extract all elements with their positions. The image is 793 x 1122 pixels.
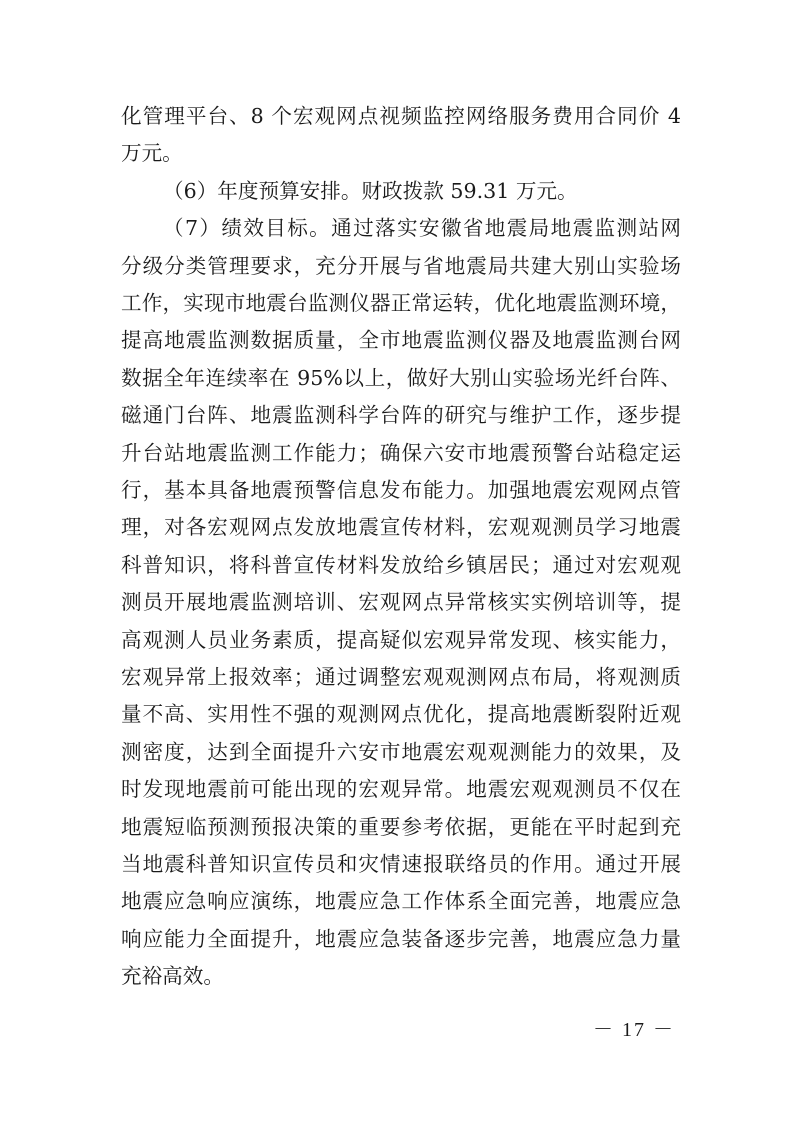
paragraph-line: 理，对各宏观网点发放地震宣传材料，宏观观测员学习地震 [121, 515, 681, 540]
paragraph-line: 科普知识，将科普宣传材料发放给乡镇居民；通过对宏观观 [121, 552, 681, 577]
paragraph-line: 高观测人员业务素质，提高疑似宏观异常发现、核实能力， [121, 627, 681, 652]
paragraph-line: （7）绩效目标。通过落实安徽省地震局地震监测站网 [163, 216, 681, 241]
paragraph-line: 提高地震监测数据质量，全市地震监测仪器及地震监测台网 [121, 328, 681, 353]
paragraph-line: 地震短临预测预报决策的重要参考依据，更能在平时起到充 [121, 814, 681, 839]
paragraph-line: 充裕高效。 [121, 964, 224, 989]
paragraph-line: 响应能力全面提升，地震应急装备逐步完善，地震应急力量 [121, 926, 681, 951]
paragraph-line: 化管理平台、8 个宏观网点视频监控网络服务费用合同价 4 [121, 104, 681, 128]
paragraph-line: 当地震科普知识宣传员和灾情速报联络员的作用。通过开展 [121, 852, 681, 876]
paragraph-line: （6）年度预算安排。财政拨款 59.31 万元。 [163, 178, 578, 203]
page-number: － 17 － [593, 1019, 675, 1041]
paragraph-line: 分级分类管理要求，充分开展与省地震局共建大别山实验场 [121, 253, 681, 278]
paragraph-line: 地震应急响应演练，地震应急工作体系全面完善，地震应急 [121, 889, 681, 914]
paragraph-line: 测员开展地震监测培训、宏观网点异常核实实例培训等，提 [121, 590, 681, 615]
paragraph-line: 工作，实现市地震台监测仪器正常运转，优化地震监测环境， [121, 291, 681, 315]
paragraph-line: 时发现地震前可能出现的宏观异常。地震宏观观测员不仅在 [121, 777, 681, 802]
paragraph-line: 磁通门台阵、地震监测科学台阵的研究与维护工作，逐步提 [121, 403, 681, 428]
paragraph-line: 量不高、实用性不强的观测网点优化，提高地震断裂附近观 [121, 702, 681, 727]
paragraph-line: 测密度，达到全面提升六安市地震宏观观测能力的效果，及 [121, 739, 681, 764]
paragraph-line: 行，基本具备地震预警信息发布能力。加强地震宏观网点管 [121, 478, 681, 502]
paragraph-line: 数据全年连续率在 95%以上，做好大别山实验场光纤台阵、 [121, 365, 681, 390]
paragraph-line: 宏观异常上报效率；通过调整宏观观测网点布局，将观测质 [121, 665, 681, 689]
paragraph-line: 万元。 [121, 141, 183, 166]
paragraph-line: 升台站地震监测工作能力；确保六安市地震预警台站稳定运 [121, 440, 681, 465]
